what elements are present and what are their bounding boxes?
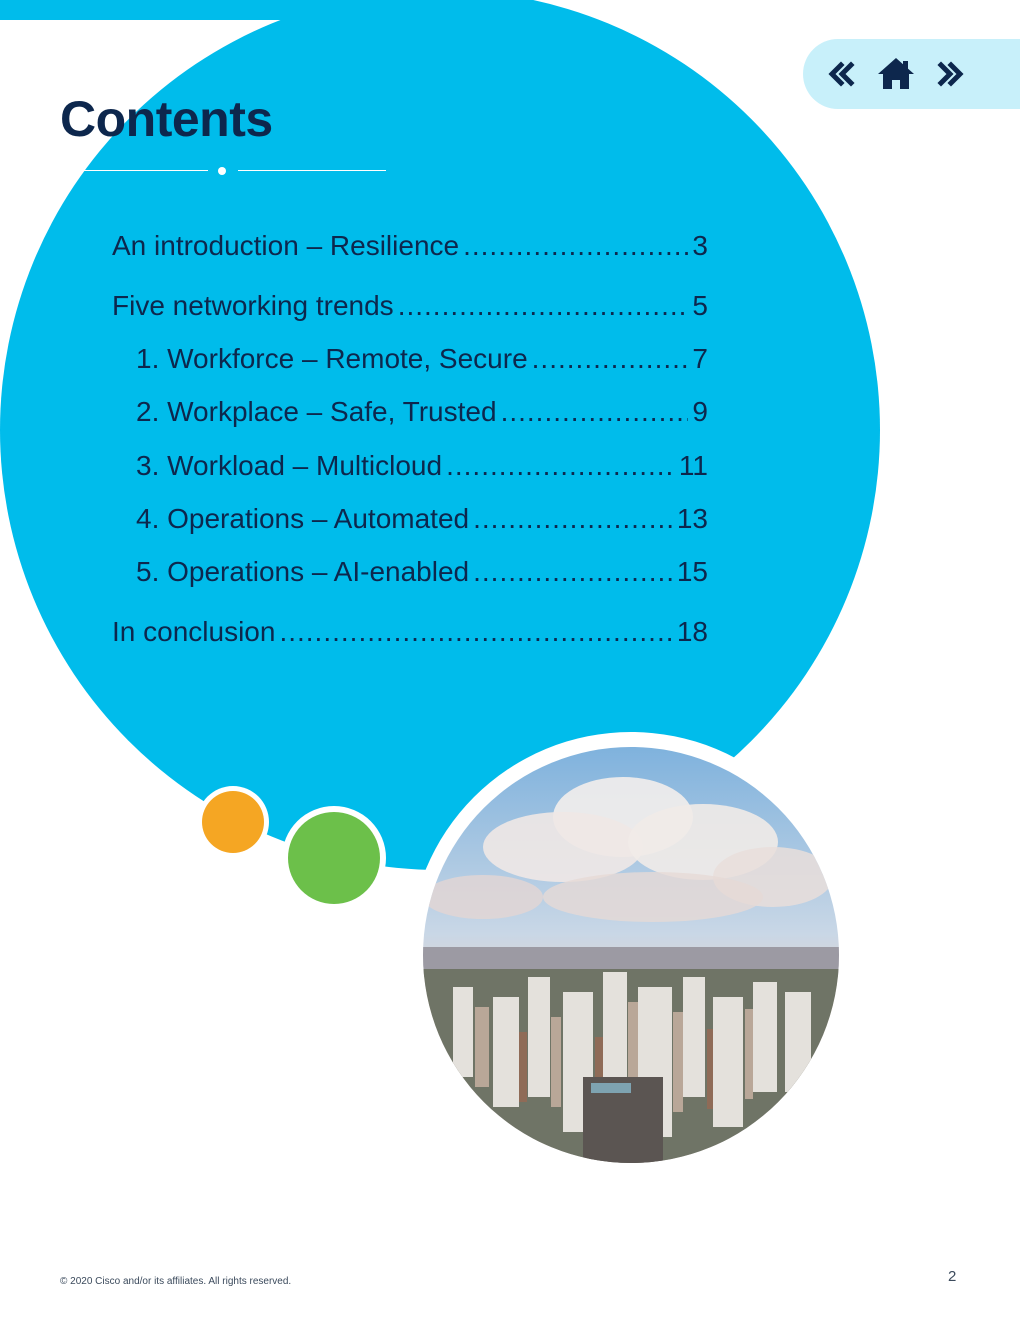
toc-item-label: 1. Workforce – Remote, Secure [136, 343, 528, 374]
toc-item-label: In conclusion [112, 616, 276, 647]
toc-item-page: 5 [692, 290, 708, 321]
orange-circle [202, 791, 264, 853]
toc-item-label: 3. Workload – Multicloud [136, 450, 443, 481]
green-circle [288, 812, 380, 904]
toc-item-workforce[interactable] [136, 343, 708, 387]
toc-item-page: 15 [676, 556, 708, 587]
toc-leader [501, 396, 689, 428]
toc-item-label: Five networking trends [112, 290, 394, 321]
page-title: Contents [60, 91, 273, 147]
toc-leader [532, 343, 689, 375]
toc-item-page: 7 [692, 343, 708, 374]
toc-item-five-trends[interactable] [112, 290, 708, 334]
toc-item-operations-ai[interactable] [136, 556, 708, 600]
title-divider [60, 164, 386, 178]
toc-leader [446, 450, 675, 482]
toc-item-workload[interactable] [136, 450, 708, 494]
blue-top-fill [0, 0, 470, 20]
toc-item-introduction[interactable] [112, 230, 708, 274]
double-chevron-right-icon[interactable] [929, 53, 971, 95]
toc-item-workplace[interactable] [136, 396, 708, 440]
toc-item-page: 13 [676, 503, 708, 534]
nav-pill [803, 39, 1020, 109]
toc-leader [463, 230, 688, 262]
copyright-footer: © 2020 Cisco and/or its affiliates. All rights reserved. [60, 1276, 292, 1287]
toc-leader [473, 556, 673, 588]
toc-item-label: 2. Workplace – Safe, Trusted [136, 396, 497, 427]
toc-item-page: 3 [692, 230, 708, 261]
toc-item-page: 9 [692, 396, 708, 427]
toc-leader [398, 290, 689, 322]
double-chevron-left-icon[interactable] [821, 53, 863, 95]
toc-item-conclusion[interactable] [112, 616, 708, 660]
toc-item-page: 11 [678, 450, 708, 481]
toc-item-label: An introduction – Resilience [112, 230, 460, 261]
toc-item-label: 5. Operations – AI-enabled [136, 556, 470, 587]
home-icon[interactable] [875, 53, 917, 95]
page-number: 2 [948, 1268, 957, 1285]
toc-leader [473, 503, 673, 535]
toc-item-label: 4. Operations – Automated [136, 503, 470, 534]
toc-item-page: 18 [676, 616, 708, 647]
city-skyline-photo [423, 747, 839, 1163]
toc-item-operations-automated[interactable] [136, 503, 708, 547]
toc-leader [279, 616, 672, 648]
